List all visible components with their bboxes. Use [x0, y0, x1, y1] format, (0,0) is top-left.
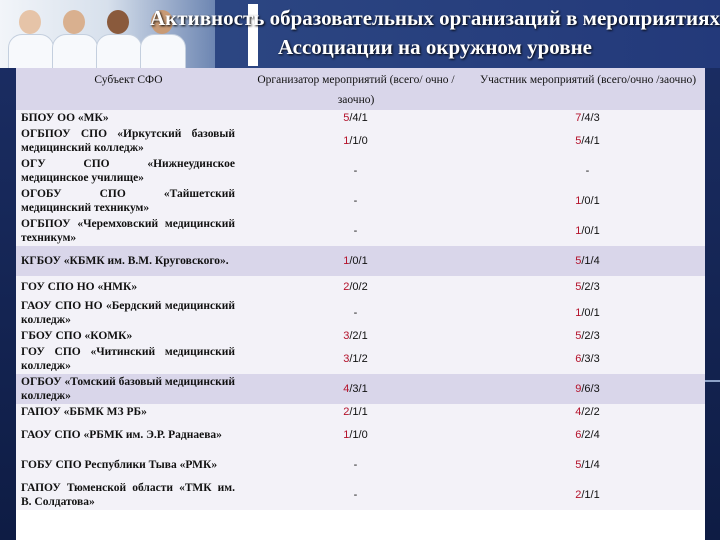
organization-name: КГБОУ «КБМК им. В.М. Круговского».	[16, 246, 241, 276]
organizer-count: 2/0/2	[241, 276, 471, 298]
activity-table-container	[16, 68, 705, 540]
participant-count: 1/0/1	[471, 298, 705, 328]
organizer-count: -	[241, 298, 471, 328]
organization-name: ГАПОУ «ББМК МЗ РБ»	[16, 404, 241, 420]
organizer-count: 3/2/1	[241, 328, 471, 344]
organizer-count: 3/1/2	[241, 344, 471, 374]
participant-count: 6/3/3	[471, 344, 705, 374]
participant-count: 9/6/3	[471, 374, 705, 404]
doctor-figure	[8, 6, 52, 68]
organization-name: ОГБПОУ СПО «Иркутский базовый медицинский колледж»	[16, 126, 241, 156]
participant-count: 1/0/1	[471, 186, 705, 216]
participant-count: 7/4/3	[471, 110, 705, 126]
organization-name: ГАОУ СПО «РБМК им. Э.Р. Раднаева»	[16, 420, 241, 450]
participant-count: 5/1/4	[471, 246, 705, 276]
organizer-count: 5/4/1	[241, 110, 471, 126]
table-row	[16, 186, 705, 216]
organizer-count: 1/0/1	[241, 246, 471, 276]
participant-count: 5/4/1	[471, 126, 705, 156]
decorative-line	[705, 380, 720, 382]
participant-count: 1/0/1	[471, 216, 705, 246]
organizer-count: 4/3/1	[241, 374, 471, 404]
table-row	[16, 216, 705, 246]
organizer-count: 2/1/1	[241, 404, 471, 420]
organization-name: БПОУ ОО «МК»	[16, 110, 241, 126]
table-row	[16, 450, 705, 480]
table-row	[16, 344, 705, 374]
organization-name: ОГБОУ «Томский базовый медицинский колледж»	[16, 374, 241, 404]
column-header-participant: Участник мероприятий (всего/очно /заочно)	[471, 68, 705, 110]
table-row	[16, 374, 705, 404]
table-row	[16, 246, 705, 276]
table-header-row	[16, 68, 705, 110]
participant-count: 6/2/4	[471, 420, 705, 450]
organizer-count: 1/1/0	[241, 420, 471, 450]
organization-name: ОГОБУ СПО «Тайшетский медицинский техникум»	[16, 186, 241, 216]
table-row	[16, 420, 705, 450]
organizer-count: -	[241, 186, 471, 216]
table-row	[16, 480, 705, 510]
table-row	[16, 110, 705, 126]
slide-title: Активность образовательных организаций в мероприятиях Ассоциации на окружном уровне	[150, 6, 720, 59]
organization-name: ГОУ СПО «Читинский медицинский колледж»	[16, 344, 241, 374]
organizer-count: -	[241, 480, 471, 510]
organization-name: ОГУ СПО «Нижнеудинское медицинское училище»	[16, 156, 241, 186]
participant-count: 5/2/3	[471, 328, 705, 344]
organizer-count: -	[241, 156, 471, 186]
slide-header	[0, 0, 720, 68]
participant-count: 4/2/2	[471, 404, 705, 420]
participant-count: -	[471, 156, 705, 186]
organization-name: ГБОУ СПО «КОМК»	[16, 328, 241, 344]
organization-name: ГАОУ СПО НО «Бердский медицинский колледж»	[16, 298, 241, 328]
table-row	[16, 276, 705, 298]
organizer-count: -	[241, 216, 471, 246]
column-header-subject: Субъект СФО	[16, 68, 241, 110]
participant-count: 5/2/3	[471, 276, 705, 298]
table-row	[16, 298, 705, 328]
table-row	[16, 328, 705, 344]
participant-count: 2/1/1	[471, 480, 705, 510]
organization-name: ГОБУ СПО Республики Тыва «РМК»	[16, 450, 241, 480]
column-header-organizer: Организатор мероприятий (всего/ очно /заочно)	[241, 68, 471, 110]
organization-name: ГАПОУ Тюменской области «ТМК им. В. Солдатова»	[16, 480, 241, 510]
doctor-figure	[52, 6, 96, 68]
organization-name: ОГБПОУ «Черемховский медицинский техникум»	[16, 216, 241, 246]
organizer-count: 1/1/0	[241, 126, 471, 156]
table-row	[16, 404, 705, 420]
organization-name: ГОУ СПО НО «НМК»	[16, 276, 241, 298]
table-row	[16, 126, 705, 156]
doctor-figure	[96, 6, 140, 68]
table-row	[16, 156, 705, 186]
participant-count: 5/1/4	[471, 450, 705, 480]
activity-table	[16, 68, 705, 510]
organizer-count: -	[241, 450, 471, 480]
